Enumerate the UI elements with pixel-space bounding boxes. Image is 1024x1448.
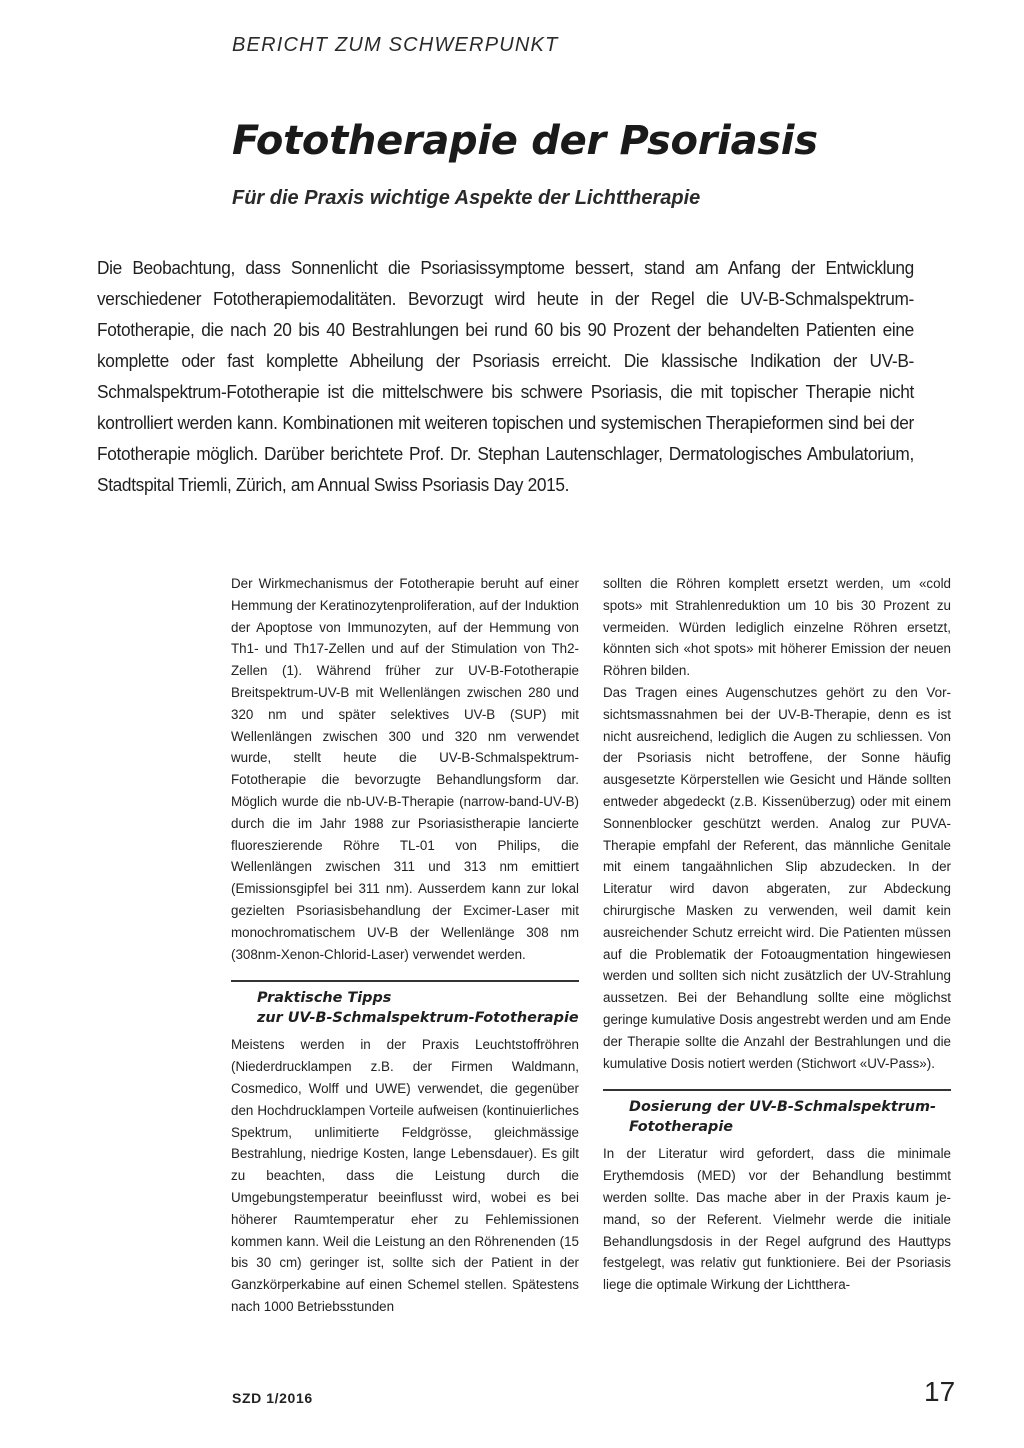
section-heading-line: Dosierung der UV-B-Schmalspektrum-: [629, 1099, 937, 1116]
article-title: Fototherapie der Psoriasis: [232, 118, 818, 164]
left-column: [231, 573, 579, 1318]
body-paragraph: In der Literatur wird gefordert, dass die minimale Erythemdosis (MED) vor der Behandlung bestimmt werden sollte. Das mache aber in der Praxis kaum jemand, so der Referent. Vielmehr werde die initiale Behandlungsdosis in der Regel aufgrund des Hauttyps festgelegt, was relativ gut funktioniere. Bei der Psoriasis liege die optimale Wirkung der Lichtthera-: [603, 1146, 951, 1293]
section-heading: [257, 988, 579, 1028]
lead-paragraph: Die Beobachtung, dass Sonnenlicht die Psoriasissymptome bessert, stand am Anfang der Entwicklung verschiedener Fototherapiemodalitäten. Bevorzugt wird heute in der Regel die UV-B-Schmalspektrum-Fototherapie, die nach 20 bis 40 Bestrahlungen bei rund 60 bis 90 Prozent der behandelten Patienten eine komplette oder fast komplette Abheilung der Psoriasis erreicht. Die klassische Indikation der UV-B-Schmalspektrum-Fototherapie ist die mittelschwere bis schwere Psoriasis, die mit topischer Therapie nicht kontrolliert werden kann. Kombinationen mit weiteren topischen und systemischen Therapieformen sind bei der Fototherapie möglich. Darüber berichtete Prof. Dr. Stephan Lautenschlager, Dermatologisches Ambulatorium, Stadtspital Triemli, Zürich, am Annual Swiss Psoriasis Day 2015.: [97, 258, 914, 495]
tips-section: [231, 980, 579, 1317]
section-heading-line: zur UV-B-Schmalspektrum-Fototherapie: [257, 1010, 579, 1027]
body-paragraph: sollten die Röhren komplett ersetzt werden, um «cold spots» mit Strahlenreduktion um 10 bis 30 Prozent zu vermeiden. Würden lediglich einzelne Röhren ersetzt, könnten sich «hot spots» mit höherer Emission der neuen Röhren bilden.: [603, 576, 951, 679]
section-label: BERICHT ZUM SCHWERPUNKT: [232, 34, 559, 56]
section-heading-line: Praktische Tipps: [257, 990, 392, 1007]
right-column: [603, 573, 951, 1296]
section-heading: [629, 1097, 951, 1137]
body-paragraph: Der Wirkmechanismus der Fototherapie beruht auf einer Hemmung der Keratinozytenproliferation, auf der Induktion der Apoptose von Immunozyten, auf der Hemmung von Th1- und Th17-Zellen und auf der Stimulation von Th2-Zellen (1). Während früher zur UV-B-Fototherapie Breitspektrum-UV-B mit Wellenlängen zwischen 280 und 320 nm und später selektives UV-B (SUP) mit Wellenlängen zwischen 300 und 320 nm verwendet wurde, stellt heute die UV-B-Schmalspektrum-Fototherapie die bevorzugte Behandlungsform dar. Möglich wurde die nb-UV-B-Therapie (narrow-band-UV-B) durch die im Jahr 1988 zur Psoriasistherapie lancierte fluoreszierende Röhre TL-01 von Philips, die Wellenlängen zwischen 311 und 313 nm emittiert (Emissionsgipfel bei 311 nm). Ausserdem kann zur lokal gezielten Psoriasisbehandlung der Excimer-Laser mit monochromatischem UV-B der Wellenlänge 308 nm (308nm-Xenon-Chlorid-Laser) verwendet werden.: [231, 576, 579, 962]
page-number: 17: [924, 1376, 956, 1407]
journal-issue: SZD 1/2016: [232, 1390, 313, 1406]
section-heading-line: Fototherapie: [629, 1119, 734, 1136]
dosage-section: [603, 1089, 951, 1296]
body-paragraph: Das Tragen eines Augenschutzes gehört zu den Vorsichtsmassnahmen bei der UV-B-Therapie, denn es ist nicht ausreichend, lediglich die Augen zu schliessen. Von der Psoriasis nicht betroffene, der Sonne häufig ausgesetzte Körperstellen wie Gesicht und Hände sollten entweder abgedeckt (z.B. Kissenüberzug) oder mit einem Sonnenblocker geschützt werden. Analog zur PUVA-Therapie empfahl der Referent, das männliche Genitale mit einem tangaähnlichen Slip abzudecken. In der Literatur wird davon abgeraten, zur Abdeckung chirurgische Masken zu verwenden, weil damit kein ausreichender Schutz erreicht wird. Die Patienten müssen auf die Problematik der Fotoaugmentation hingewiesen werden und sollten sich nicht zusätzlich der UV-Strahlung aussetzen. Bei der Behandlung sollte eine möglichst geringe kumulative Dosis angestrebt werden und am Ende der Therapie sollte die Anzahl der Bestrahlungen und die kumulative Dosis notiert werden (Stichwort «UV-Pass»).: [603, 684, 951, 1071]
body-paragraph: Meistens werden in der Praxis Leuchtstoffröhren (Niederdrucklampen z.B. der Firmen Waldmann, Cosmedico, Wolff und UWE) verwendet, die gegenüber den Hochdrucklampen Vorteile aufweisen (kontinuierliches Spektrum, unlimitierte Feldgrösse, gleichmässige Bestrahlung, niedrige Kosten, lange Lebensdauer). Es gilt zu beachten, dass die Leistung durch die Umgebungstemperatur beeinflusst wird, wobei es bei höherer Raumtemperatur eher zu Fehlemissionen kommen kann. Weil die Leistung an den Röhrenenden (15 bis 30 cm) geringer ist, sollte sich der Patient in der Ganzkörperkabine auf einen Schemel stellen. Spätestens nach 1000 Betriebsstunden: [231, 1037, 579, 1314]
article-subtitle: Für die Praxis wichtige Aspekte der Lichttherapie: [232, 187, 701, 209]
